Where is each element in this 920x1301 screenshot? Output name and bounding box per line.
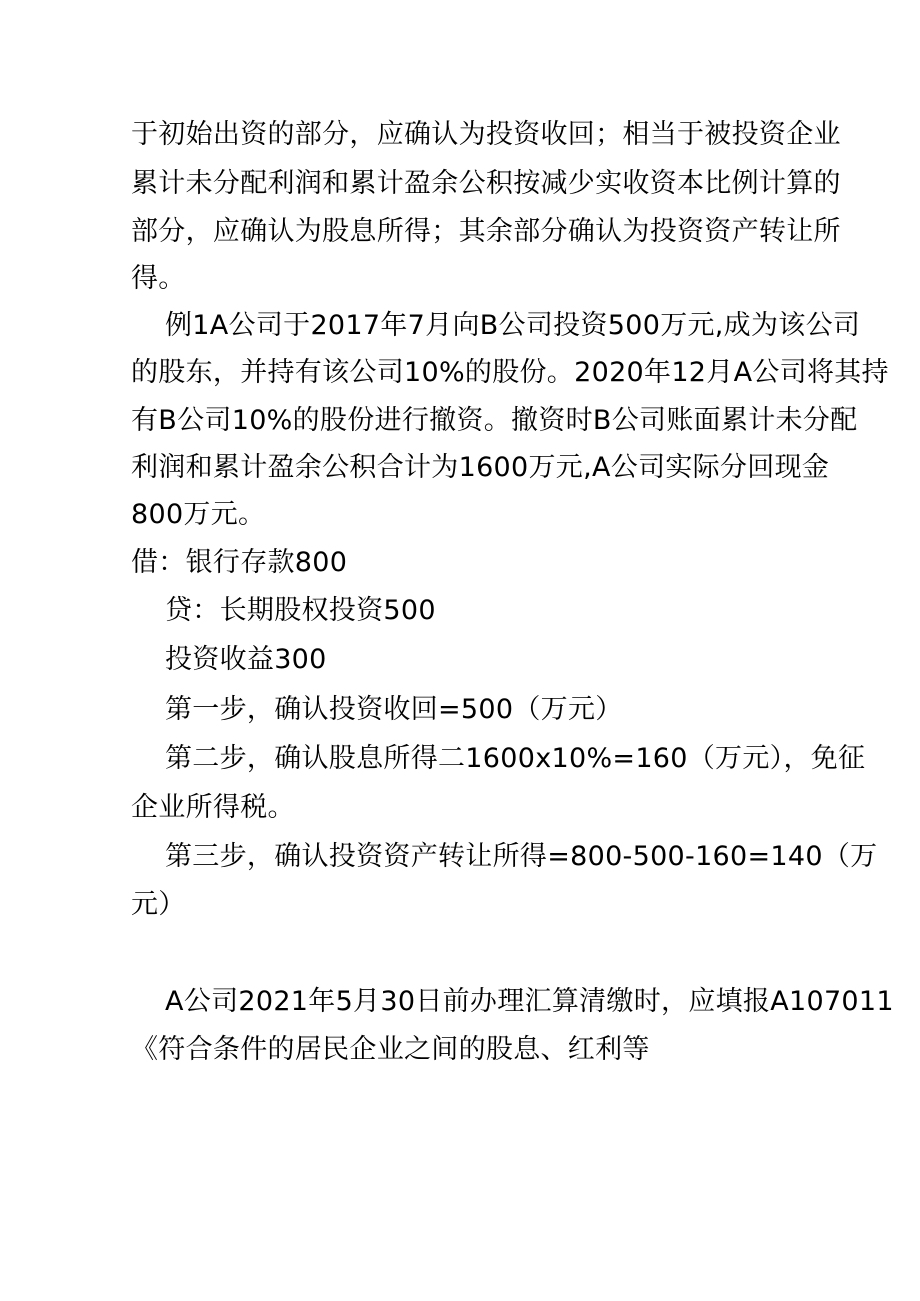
example-line: 800万元。	[131, 499, 266, 530]
step-line: 第三步，确认投资资产转让所得=800-500-160=140（万	[165, 841, 878, 872]
paragraph-line: 于初始出资的部分，应确认为投资收回；相当于被投资企业	[131, 119, 841, 150]
example-line: 有B公司10%的股份进行撤资。撤资时B公司账面累计未分配	[131, 405, 858, 436]
step-line: 第一步，确认投资收回=500（万元）	[165, 694, 623, 725]
step-line: 企业所得税。	[131, 792, 295, 823]
paragraph-line: 得。	[131, 263, 186, 294]
journal-credit-line: 贷：长期股权投资500	[165, 595, 436, 626]
journal-debit-line: 借：银行存款800	[131, 547, 348, 578]
paragraph-line: 累计未分配利润和累计盈余公积按减少实收资本比例计算的	[131, 168, 841, 199]
paragraph-line: 《符合条件的居民企业之间的股息、红利等	[131, 1034, 650, 1065]
paragraph-line: A公司2021年5月30日前办理汇算清缴时，应填报A107011	[165, 986, 894, 1017]
example-line: 利润和累计盈余公积合计为1600万元,A公司实际分回现金	[131, 452, 830, 483]
example-line: 例1A公司于2017年7月向B公司投资500万元,成为该公司	[165, 310, 861, 341]
step-line: 元）	[131, 889, 186, 920]
step-line: 第二步，确认股息所得二1600x10%=160（万元），免征	[165, 743, 866, 774]
paragraph-line: 部分，应确认为股息所得；其余部分确认为投资资产转让所	[131, 216, 841, 247]
journal-credit-line: 投资收益300	[165, 644, 327, 675]
example-line: 的股东，并持有该公司10%的股份。2020年12月A公司将其持	[131, 357, 889, 388]
